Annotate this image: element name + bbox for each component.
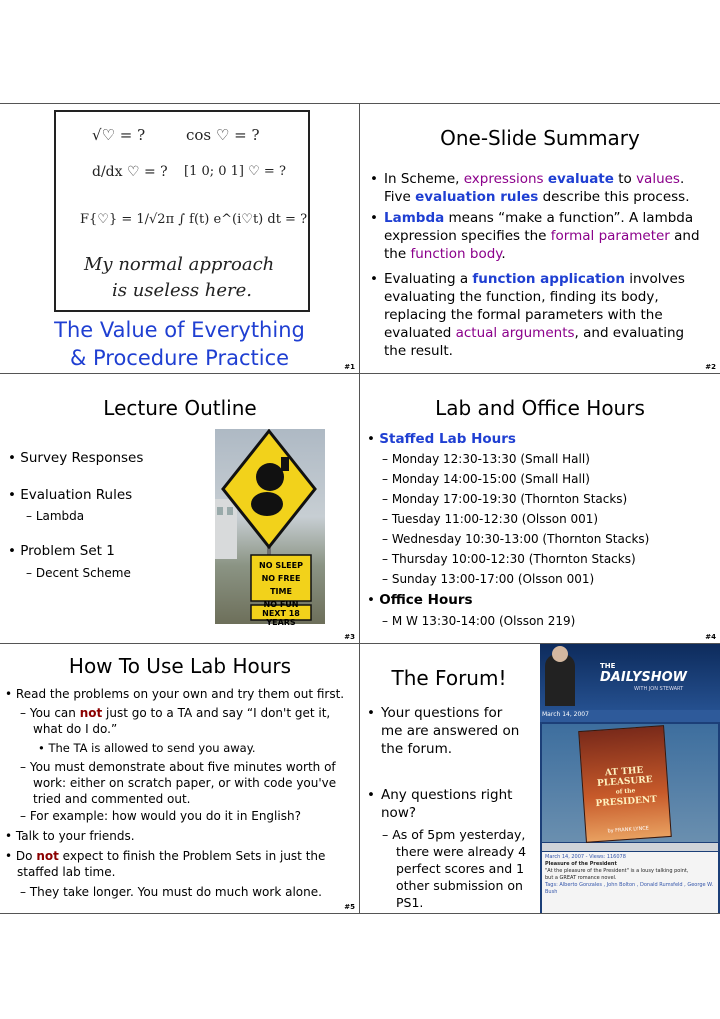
text: just go to a TA and say “I don't get it, <box>102 706 331 720</box>
slide-number: #4 <box>705 633 716 641</box>
host-face <box>552 646 568 662</box>
show-logo: THE <box>600 662 616 670</box>
show-logo: DAILYSHOW <box>600 670 687 685</box>
dash: – <box>382 492 392 506</box>
term-evaluate: evaluate <box>547 171 614 187</box>
building-window <box>217 507 223 515</box>
bullet-dot: • <box>5 849 16 863</box>
summary-bullet-3 <box>370 270 715 360</box>
term-expressions: expressions <box>463 171 544 187</box>
cartoon-line-1b: cos ♡ = ? <box>186 126 260 144</box>
dash: – <box>20 809 30 823</box>
office-hours-heading <box>367 591 473 609</box>
slide-6 <box>360 644 720 913</box>
text: and <box>669 228 700 244</box>
slide1-title-line2: & Procedure Practice <box>69 346 290 370</box>
video-caption: "At the pleasure of the President" is a lousy talking point, <box>545 868 689 874</box>
bottle-icon <box>281 457 289 471</box>
text: Decent Scheme <box>35 566 131 580</box>
sign-text: NO FREE TIME <box>261 574 301 596</box>
baby-icon <box>256 463 284 491</box>
office-hours-row <box>382 613 575 629</box>
text: . <box>679 171 685 187</box>
text: For example: how would you do it in English? <box>29 809 301 823</box>
outline-item-3 <box>8 542 115 560</box>
baby-icon <box>251 492 283 516</box>
lab-tip-1c <box>20 808 301 824</box>
slide1-title-line1: The Value of Everything <box>54 318 305 342</box>
text: Evaluating a <box>384 271 473 287</box>
outline-item-1 <box>8 449 143 467</box>
cartoon-caption-1: My normal approach <box>84 254 275 275</box>
slide4-title: Lab and Office Hours <box>435 396 645 420</box>
text: As of 5pm yesterday, <box>392 827 526 842</box>
show-date-bar <box>540 710 720 722</box>
bullet-dot: • <box>38 741 49 755</box>
lab-tip-1b <box>20 759 355 807</box>
text: the <box>384 246 411 262</box>
video-info <box>542 852 718 913</box>
lab-hour-row <box>382 491 649 511</box>
slide-number: #3 <box>344 633 355 641</box>
video-controls[interactable] <box>542 843 718 851</box>
text: Survey Responses <box>20 450 144 466</box>
forum-bullet-2 <box>367 786 542 822</box>
outline-item-2 <box>8 486 132 504</box>
outline-sub-1 <box>26 508 84 524</box>
text: Monday 12:30-13:30 (Small Hall) <box>391 452 590 466</box>
lab-tip-1a <box>20 705 355 737</box>
show-video-frame <box>542 724 718 842</box>
bullet-dot: • <box>370 171 378 187</box>
building-window <box>227 507 233 515</box>
text: describe this process. <box>538 189 690 205</box>
text: Talk to your friends. <box>15 829 135 843</box>
book-title: AT THE <box>604 765 644 779</box>
dash: – <box>382 532 392 546</box>
text: evaluating the function, finding its body, <box>384 289 659 305</box>
text: what do I do.” <box>33 722 118 736</box>
text: Monday 14:00-15:00 (Small Hall) <box>391 472 590 486</box>
dash: – <box>382 827 393 842</box>
daily-show-screenshot <box>540 644 720 913</box>
book-cover <box>578 725 672 843</box>
show-date: March 14, 2007 <box>542 711 589 718</box>
summary-bullet-2 <box>370 209 715 263</box>
slide-5 <box>0 644 359 913</box>
text: Evaluation Rules <box>20 487 133 503</box>
grid-bottom <box>0 913 720 914</box>
text: Staffed Lab Hours <box>379 431 516 447</box>
text: staffed lab time. <box>17 865 116 879</box>
text: Read the problems on your own and try them out first. <box>15 687 345 701</box>
text: You must demonstrate about five minutes worth of <box>29 760 336 774</box>
book-author: by FRANK LYNCE <box>607 825 650 835</box>
video-caption: but a GREAT romance novel. <box>545 875 617 881</box>
dash: – <box>382 614 392 628</box>
text: Any questions right <box>381 787 513 803</box>
text: means “make a function”. A lambda <box>444 210 694 226</box>
text: . <box>501 246 506 262</box>
cartoon-line-1a: √♡ = ? <box>92 126 146 144</box>
bullet-dot: • <box>370 271 378 287</box>
text: replacing the formal parameters with the <box>384 307 663 323</box>
dash: – <box>26 566 36 580</box>
text: perfect scores and 1 <box>396 861 525 876</box>
dash: – <box>382 452 392 466</box>
forum-bullet-1 <box>367 704 542 758</box>
slide-number: #2 <box>705 363 716 371</box>
dash: – <box>382 552 392 566</box>
term-actual-arguments: actual arguments <box>455 325 575 341</box>
sign-text: NEXT 18 YEARS <box>262 609 300 627</box>
show-logo: WITH JON STEWART <box>634 686 684 692</box>
lab-hour-row <box>382 471 649 491</box>
dash: – <box>20 706 30 720</box>
cartoon-caption-2: is useless here. <box>112 280 253 301</box>
slide-3 <box>0 374 359 643</box>
baby-sign-photo <box>215 429 325 627</box>
sign-text: NO SLEEP <box>259 561 303 570</box>
book-title: PLEASURE <box>596 775 653 789</box>
text: Tuesday 11:00-12:30 (Olsson 001) <box>391 512 599 526</box>
lab-hour-row <box>382 451 649 471</box>
text: PS1. <box>396 895 424 910</box>
text: Lambda <box>35 509 85 523</box>
slide2-title: One-Slide Summary <box>440 126 640 150</box>
term-function-application: function application <box>472 271 625 287</box>
dash: – <box>382 512 392 526</box>
lab-tip-3 <box>5 848 350 880</box>
summary-bullet-1 <box>370 170 715 206</box>
text: Your questions for <box>381 705 503 721</box>
cartoon-line-3: F{♡} = 1/√2π ∫ f(t) e^(i♡t) dt = ? <box>80 212 308 227</box>
slide-2 <box>360 104 720 373</box>
show-header <box>540 644 720 710</box>
lab-tip-1 <box>5 686 344 702</box>
cartoon-line-2b: [1 0; 0 1] ♡ = ? <box>184 164 286 179</box>
text: Thursday 10:00-12:30 (Thornton Stacks) <box>391 552 636 566</box>
bullet-dot: • <box>8 543 21 559</box>
slide-1 <box>0 104 359 373</box>
text: They take longer. You must do much work alone. <box>29 885 322 899</box>
bullet-dot: • <box>8 450 21 466</box>
video-meta: March 14, 2007 - Views: 116078 <box>545 854 626 860</box>
text: expression specifies the <box>384 228 551 244</box>
lab-hours-list <box>382 451 649 591</box>
text: Office Hours <box>379 592 473 608</box>
bullet-dot: • <box>367 705 375 721</box>
forum-sub-1 <box>382 826 542 911</box>
xkcd-cartoon <box>54 110 310 312</box>
text: there were already 4 <box>396 844 527 859</box>
text: Do <box>15 849 37 863</box>
lab-hours-heading <box>367 430 516 448</box>
bullet-dot: • <box>8 487 21 503</box>
text: Sunday 13:00-17:00 (Olsson 001) <box>391 572 595 586</box>
text: the result. <box>384 343 453 359</box>
slide-number: #5 <box>344 903 355 911</box>
dash: – <box>26 509 36 523</box>
dash: – <box>20 760 30 774</box>
emphasis-not: not <box>36 849 59 863</box>
text: M W 13:30-14:00 (Olsson 219) <box>391 614 576 628</box>
dash: – <box>20 885 30 899</box>
sign-text: NO FUN <box>263 600 299 609</box>
term-lambda: Lambda <box>384 210 445 226</box>
book-title: PRESIDENT <box>595 794 658 810</box>
text: You can <box>29 706 80 720</box>
lab-tip-1a-i <box>38 740 256 756</box>
dash: – <box>382 472 392 486</box>
text: evaluated <box>384 325 456 341</box>
lab-tip-3a <box>20 884 322 900</box>
term-evaluation-rules: evaluation rules <box>415 189 539 205</box>
text: tried and commented out. <box>33 792 191 806</box>
text: Monday 17:00-19:30 (Thornton Stacks) <box>391 492 628 506</box>
text: now? <box>381 805 417 821</box>
bullet-dot: • <box>367 431 380 447</box>
bullet-dot: • <box>367 592 380 608</box>
lab-hour-row <box>382 551 649 571</box>
book-title: of the <box>615 787 636 796</box>
video-caption-title: Pleasure of the President <box>545 861 617 867</box>
text: In Scheme, <box>384 171 464 187</box>
slide6-title: The Forum! <box>391 666 507 690</box>
dash: – <box>382 572 392 586</box>
emphasis-not: not <box>79 706 103 720</box>
term-function-body: function body <box>410 246 502 262</box>
slide-4 <box>360 374 720 643</box>
text: involves <box>624 271 685 287</box>
slide5-title: How To Use Lab Hours <box>68 654 292 678</box>
lab-hour-row <box>382 511 649 531</box>
lab-hour-row <box>382 571 649 591</box>
video-tags[interactable]: Tags: Alberto Gonzales , John Bolton , Donald Rumsfeld , George W. Bush <box>545 882 714 895</box>
text: Wednesday 10:30-13:00 (Thornton Stacks) <box>391 532 650 546</box>
text: Five <box>384 189 416 205</box>
lab-hour-row <box>382 531 649 551</box>
slide-number: #1 <box>344 363 355 371</box>
text: the forum. <box>381 741 453 757</box>
text: me are answered on <box>381 723 520 739</box>
bullet-dot: • <box>367 787 375 803</box>
text: Problem Set 1 <box>20 543 115 559</box>
term-formal-parameter: formal parameter <box>550 228 670 244</box>
text: expect to finish the Problem Sets in just the <box>58 849 326 863</box>
outline-sub-2 <box>26 565 131 581</box>
lab-tip-2 <box>5 828 135 844</box>
text: work: either on scratch paper, or with code you've <box>33 776 337 790</box>
text: other submission on <box>396 878 523 893</box>
text: The TA is allowed to send you away. <box>48 741 256 755</box>
term-values: values <box>636 171 680 187</box>
bullet-dot: • <box>5 829 16 843</box>
slide3-title: Lecture Outline <box>103 396 257 420</box>
text: to <box>613 171 637 187</box>
bullet-dot: • <box>370 210 378 226</box>
bullet-dot: • <box>5 687 16 701</box>
cartoon-line-2a: d/dx ♡ = ? <box>92 164 168 180</box>
text: , and evaluating <box>574 325 685 341</box>
